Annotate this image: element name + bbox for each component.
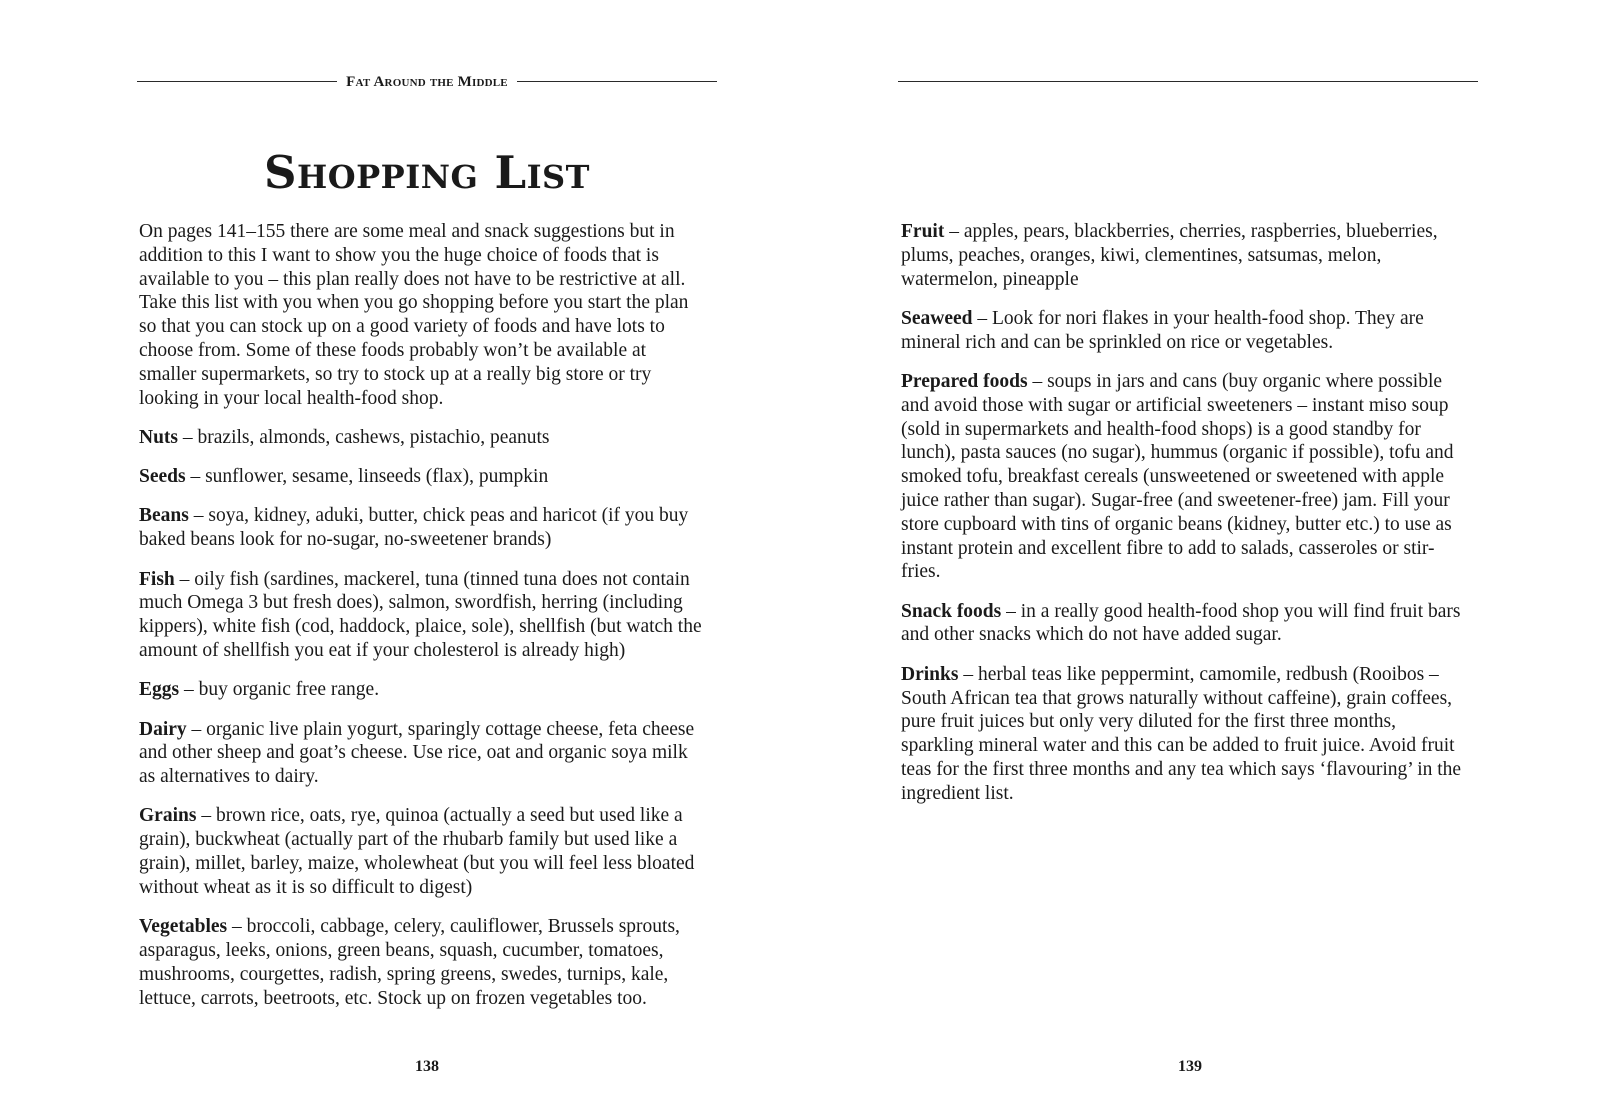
- entry-text: – buy organic free range.: [179, 679, 380, 701]
- list-entry-nuts: [139, 426, 704, 450]
- list-entry-seeds: [139, 465, 704, 489]
- running-head: [898, 72, 1478, 92]
- entry-term: Seaweed: [901, 307, 973, 329]
- running-head: [137, 72, 717, 92]
- entry-text: – organic live plain yogurt, sparingly cottage cheese, feta cheese and other sheep and goat’s cheese. Use rice, oat and organic soya milk as alternatives to dairy.: [139, 718, 695, 788]
- page-number: 139: [1178, 1058, 1202, 1075]
- entry-term: Eggs: [139, 679, 180, 701]
- entry-term: Vegetables: [139, 916, 228, 938]
- list-entry-beans: [139, 504, 704, 552]
- entry-term: Dairy: [139, 718, 187, 740]
- chapter-title: Shopping List: [264, 146, 590, 199]
- list-entry-fish: [139, 568, 704, 663]
- page-number: 138: [415, 1058, 439, 1075]
- entry-text: – brazils, almonds, cashews, pistachio, peanuts: [178, 426, 550, 448]
- list-entry-drinks: [901, 663, 1466, 806]
- left-body-text: [139, 220, 704, 1026]
- list-entry-prepared-foods: [901, 370, 1466, 584]
- list-entry-seaweed: [901, 307, 1466, 355]
- running-head-title: Fat Around the Middle: [337, 74, 517, 90]
- list-entry-snack-foods: [901, 600, 1466, 648]
- entry-term: Fish: [139, 568, 175, 590]
- entry-term: Prepared foods: [901, 370, 1028, 392]
- entry-text: – in a really good health-food shop you will find fruit bars and other snacks which do not have added sugar.: [901, 600, 1461, 646]
- entry-text: – Look for nori flakes in your health-food shop. They are mineral rich and can be sprinkled on rice or vegetables.: [901, 307, 1424, 353]
- list-entry-vegetables: [139, 915, 704, 1010]
- running-head-rule: [898, 81, 1478, 82]
- entry-text: – soya, kidney, aduki, butter, chick peas and haricot (if you buy baked beans look for no-sugar, no-sweetener brands): [139, 505, 689, 551]
- list-entry-dairy: [139, 718, 704, 789]
- list-entry-fruit: [901, 220, 1466, 291]
- list-entry-eggs: [139, 678, 704, 702]
- entry-text: – broccoli, cabbage, celery, cauliflower, Brussels sprouts, asparagus, leeks, onions, green beans, squash, cucumber, tomatoes, mushrooms, courgettes, radish, spring greens, swedes, turnips, kale, lettuce, carrots, beetroots, etc. Stock up on frozen vegetables too.: [139, 916, 680, 1009]
- intro-paragraph: On pages 141–155 there are some meal and snack suggestions but in addition to this I want to show you the huge choice of foods that is available to you – this plan really does not have to be restrictive at all. Take this list with you when you go shopping before you start the plan so that you can stock up on a good variety of foods and have lots to choose from. Some of these foods probably won’t be available at smaller supermarkets, so try to stock up at a really big store or try looking in your local health-food shop.: [139, 221, 689, 409]
- entry-text: – soups in jars and cans (buy organic where possible and avoid those with sugar or artificial sweeteners – instant miso soup (sold in supermarkets and health-food shops) is a good standby for lunch), pasta sauces (no sugar), hummus (organic if possible), tofu and smoked tofu, breakfast cereals (unsweetened or sweetened with apple juice rather than sugar). Sugar-free (and sweetener-free) jam. Fill your store cupboard with tins of organic beans (kidney, butter etc.) to use as instant protein and excellent fibre to add to salads, casseroles or stir-fries.: [901, 370, 1454, 583]
- entry-text: – apples, pears, blackberries, cherries, raspberries, blueberries, plums, peaches, oranges, kiwi, clementines, satsumas, melon, watermelon, pineapple: [901, 221, 1438, 290]
- list-entry-grains: [139, 804, 704, 899]
- entry-term: Grains: [139, 805, 197, 827]
- entry-term: Drinks: [901, 663, 959, 685]
- entry-term: Nuts: [139, 426, 179, 448]
- entry-term: Seeds: [139, 466, 186, 488]
- entry-text: – herbal teas like peppermint, camomile, redbush (Rooibos – South African tea that grows naturally without caffeine), grain coffees, pure fruit juices but only very diluted for the first three months, sparkling mineral water and this can be added to fruit juice. Avoid fruit teas for the first three months and any tea which says ‘flavouring’ in the ingredient list.: [901, 663, 1462, 804]
- entry-text: – oily fish (sardines, mackerel, tuna (tinned tuna does not contain much Omega 3 but fresh does), salmon, swordfish, herring (including kippers), white fish (cod, haddock, plaice, sole), shellfish (but watch the amount of shellfish you eat if your cholesterol is already high): [139, 568, 702, 661]
- right-body-text: [901, 220, 1466, 821]
- entry-term: Snack foods: [901, 600, 1002, 622]
- entry-text: – brown rice, oats, rye, quinoa (actually a seed but used like a grain), buckwheat (actually part of the rhubarb family but used like a grain), millet, barley, maize, wholewheat (but you will feel less bloated without wheat as it is so difficult to digest): [139, 805, 695, 898]
- entry-term: Beans: [139, 505, 189, 527]
- entry-text: – sunflower, sesame, linseeds (flax), pumpkin: [185, 466, 549, 488]
- right-page: [803, 0, 1606, 1115]
- entry-term: Fruit: [901, 221, 945, 242]
